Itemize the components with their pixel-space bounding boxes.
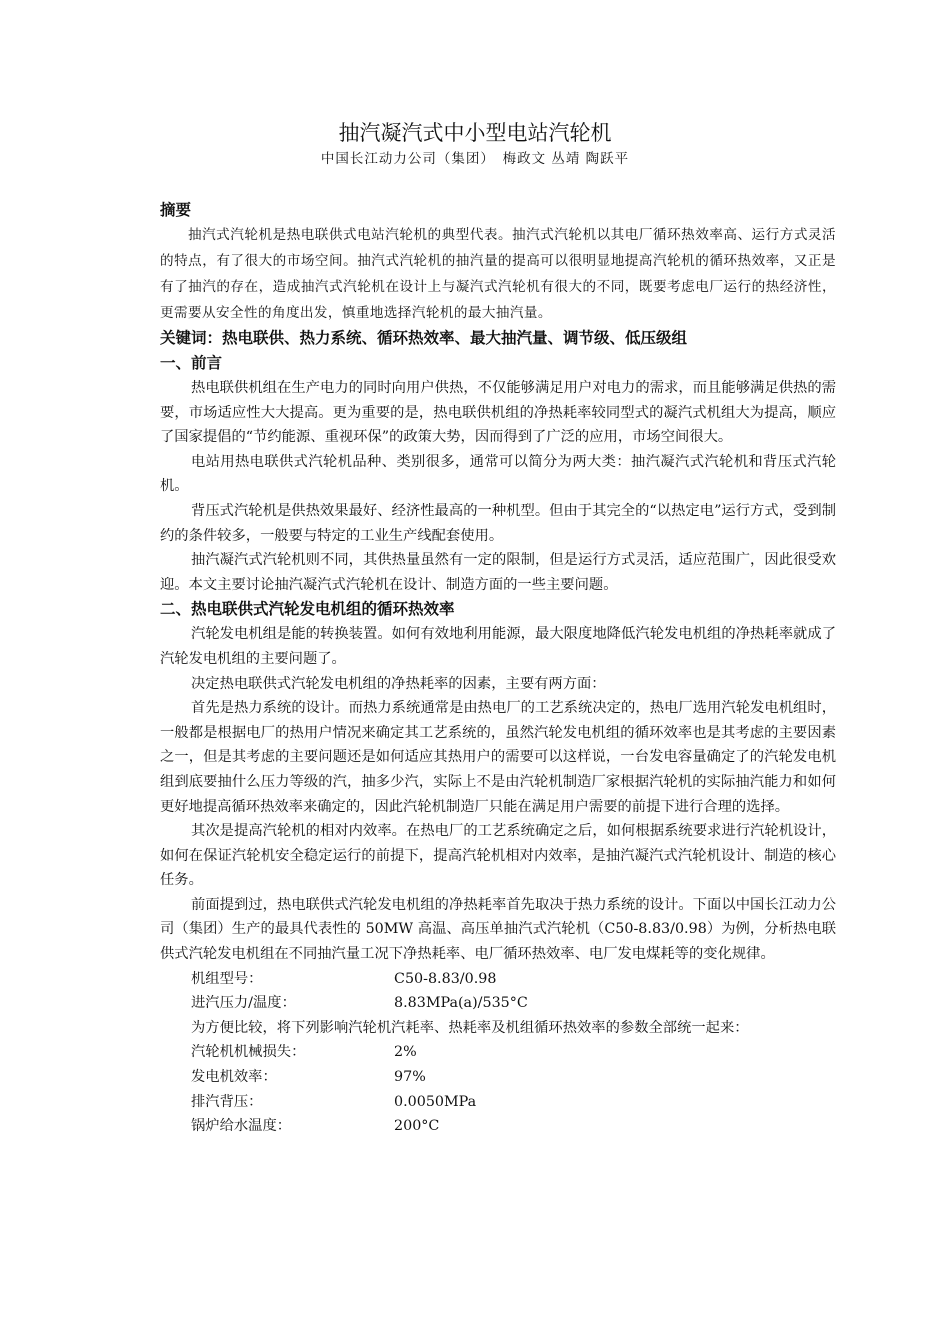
spec-label: 发电机效率： — [191, 1069, 277, 1086]
spec-value: 2% — [394, 1044, 417, 1061]
paragraph: 电站用热电联供式汽轮机品种、类别很多，通常可以简分为两大类：抽汽凝汽式汽轮机和背压式汽轮机。 — [160, 453, 836, 495]
author-line: 中国长江动力公司（集团） 梅政文 丛靖 陶跃平 — [320, 151, 630, 167]
paragraph: 汽轮发电机组是能的转换装置。如何有效地利用能源，最大限度地降低汽轮发电机组的净热耗率就成了汽轮发电机组的主要问题了。 — [160, 626, 836, 667]
paragraph: 决定热电联供式汽轮发电机组的净热耗率的因素，主要有两方面： — [191, 675, 606, 692]
spec-label: 进汽压力/温度： — [191, 995, 296, 1012]
paragraph: 抽汽凝汽式汽轮机则不同，其供热量虽然有一定的限制，但是运行方式灵活，适应范围广，因此很受欢迎。本文主要讨论抽汽凝汽式汽轮机在设计、制造方面的一些主要问题。 — [160, 552, 836, 593]
spec-label: 锅炉给水温度： — [191, 1118, 292, 1135]
page-title: 抽汽凝汽式中小型电站汽轮机 — [338, 121, 612, 145]
spec-row-mechanical-loss — [160, 1040, 836, 1065]
spec-value: 0.0050MPa — [394, 1093, 477, 1110]
paragraph: 前面提到过，热电联供式汽轮发电机组的净热耗率首先取决于热力系统的设计。下面以中国长江动力公司（集团）生产的最具代表性的 50MW 高温、高压单抽汽式汽轮机（C50-8.83/0.98）为例，分析热电联供式汽轮发电机组在不同抽汽量工况下净热耗率、电厂循环热效率、电厂发电煤耗等的变化规律。 — [160, 896, 836, 963]
spec-label: 排汽背压： — [191, 1093, 263, 1110]
spec-row-inlet — [160, 991, 836, 1016]
spec-row-model — [160, 967, 836, 992]
abstract-heading: 摘要 — [160, 201, 192, 219]
spec-value: 97% — [394, 1069, 426, 1086]
section-heading-cycle-efficiency: 二、热电联供式汽轮发电机组的循环热效率 — [160, 600, 455, 619]
keywords-line: 关键词：热电联供、热力系统、循环热效率、最大抽汽量、调节级、低压级组 — [160, 329, 688, 347]
paragraph: 为方便比较，将下列影响汽轮机汽耗率、热耗率及机组循环热效率的参数全部统一起来： — [191, 1019, 749, 1036]
document-body — [160, 198, 836, 1139]
abstract-text: 抽汽式汽轮机是热电联供式电站汽轮机的典型代表。抽汽式汽轮机以其电厂循环热效率高、运行方式灵活的特点，有了很大的市场空间。抽汽式汽轮机的抽汽量的提高可以很明显地提高汽轮机的循环热效率，又正是有了抽汽的存在，造成抽汽式汽轮机在设计上与凝汽式汽轮机有很大的不同，既要考虑电厂运行的热经济性，更需要从安全性的角度出发，慎重地选择汽轮机的最大抽汽量。 — [160, 227, 836, 321]
spec-row-generator-efficiency — [160, 1065, 836, 1090]
paragraph: 背压式汽轮机是供热效果最好、经济性最高的一种机型。但由于其完全的“以热定电”运行方式，受到制约的条件较多，一般要与特定的工业生产线配套使用。 — [160, 502, 836, 544]
spec-value: 200°C — [394, 1118, 440, 1135]
spec-row-feedwater-temperature — [160, 1114, 836, 1139]
spec-value: C50-8.83/0.98 — [394, 970, 497, 987]
section-heading-introduction: 一、前言 — [160, 354, 223, 372]
spec-value: 8.83MPa(a)/535°C — [394, 995, 528, 1012]
paragraph: 首先是热力系统的设计。而热力系统通常是由热电厂的工艺系统决定的，热电厂选用汽轮发电机组时，一般都是根据电厂的热用户情况来确定其工艺系统的，虽然汽轮发电机组的循环效率也是其考虑的主要因素之一，但是其考虑的主要问题还是如何适应其热用户的需要可以这样说，一台发电容量确定了的汽轮发电机组到底要抽什么压力等级的汽，抽多少汽，实际上不是由汽轮机制造厂家根据汽轮机的实际抽汽能力和如何更好地提高循环热效率来确定的，因此汽轮机制造厂只能在满足用户需要的前提下进行合理的选择。 — [160, 700, 836, 815]
spec-label: 机组型号： — [191, 970, 263, 987]
spec-row-exhaust-pressure — [160, 1090, 836, 1115]
paragraph: 其次是提高汽轮机的相对内效率。在热电厂的工艺系统确定之后，如何根据系统要求进行汽轮机设计，如何在保证汽轮机安全稳定运行的前提下，提高汽轮机相对内效率，是抽汽凝汽式汽轮机设计、制造的核心任务。 — [160, 823, 836, 889]
paragraph: 热电联供机组在生产电力的同时向用户供热，不仅能够满足用户对电力的需求，而且能够满足供热的需要，市场适应性大大提高。更为重要的是，热电联供机组的净热耗率较同型式的凝汽式机组大为提高，顺应了国家提倡的“节约能源、重视环保”的政策大势，因而得到了广泛的应用，市场空间很大。 — [160, 380, 836, 446]
spec-label: 汽轮机机械损失： — [191, 1044, 306, 1061]
